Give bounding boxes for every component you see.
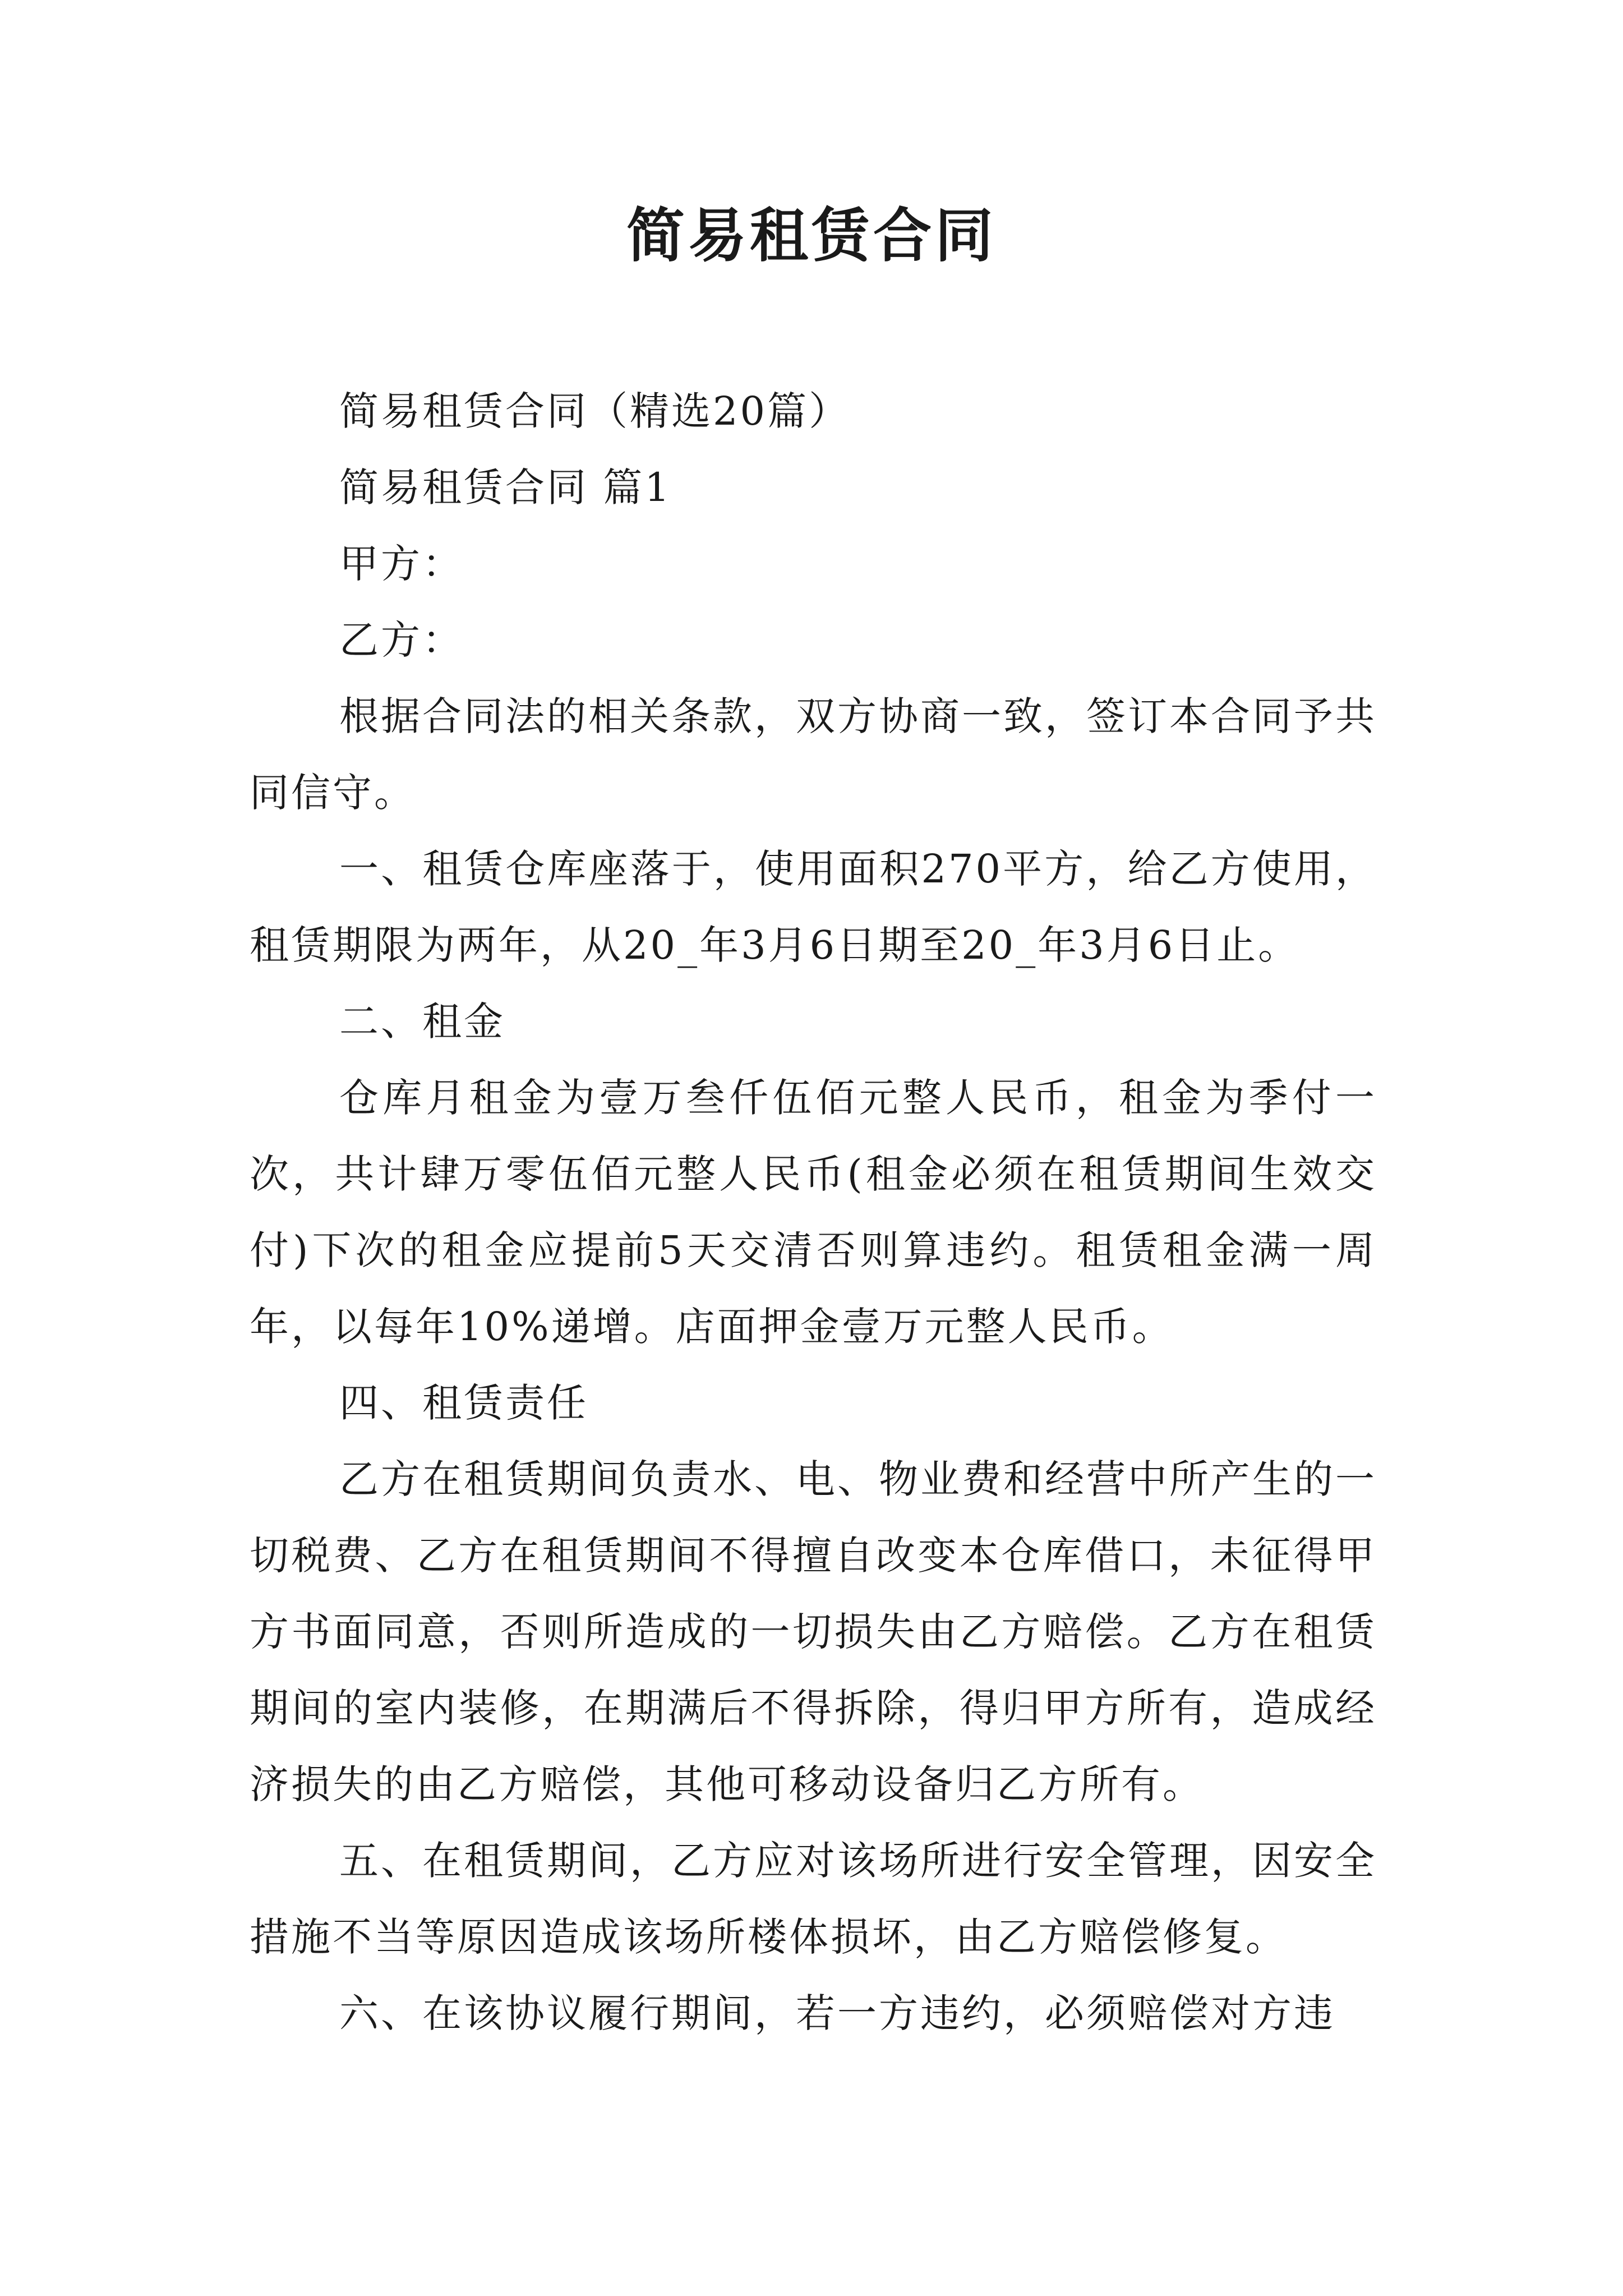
paragraph-clause-4-heading: 四、租赁责任 [339,1380,588,1426]
paragraph-clause-1: 一、租赁仓库座落于，使用面积270平方，给乙方使用，租赁期限为两年，从20_年3月6日期至20_年3月6日止。 [250,846,1377,968]
paragraph-clause-5: 五、在租赁期间，乙方应对该场所进行安全管理，因安全措施不当等原因造成该场所楼体损坏，由乙方赔偿修复。 [250,1838,1377,1960]
paragraph-subtitle: 简易租赁合同（精选20篇） [339,388,851,434]
paragraph-clause-2-heading: 二、租金 [339,999,505,1045]
paragraph-party-a: 甲方： [339,541,464,587]
paragraph-rent-terms: 仓库月租金为壹万叁仟伍佰元整人民币，租金为季付一次，共计肆万零伍佰元整人民币(租金必须在租赁期间生效交付)下次的租金应提前5天交清否则算违约。租赁租金满一周年，以每年10%递增。店面押金壹万元整人民币。 [250,1075,1377,1350]
paragraph-preamble: 根据合同法的相关条款，双方协商一致，签订本合同予共同信守。 [250,693,1377,816]
paragraph-lease-responsibility: 乙方在租赁期间负责水、电、物业费和经营中所产生的一切税费、乙方在租赁期间不得擅自改变本仓库借口，未征得甲方书面同意，否则所造成的一切损失由乙方赔偿。乙方在租赁期间的室内装修，在期满后不得拆除，得归甲方所有，造成经济损失的由乙方赔偿，其他可移动设备归乙方所有。 [250,1456,1377,1807]
document-body [250,373,1377,2051]
paragraph-section-heading: 简易租赁合同 篇1 [339,464,672,510]
paragraph-clause-6: 六、在该协议履行期间，若一方违约，必须赔偿对方违 [339,1990,1335,2036]
paragraph-party-b: 乙方： [339,617,464,663]
document-title: 简易租赁合同 [626,201,997,270]
